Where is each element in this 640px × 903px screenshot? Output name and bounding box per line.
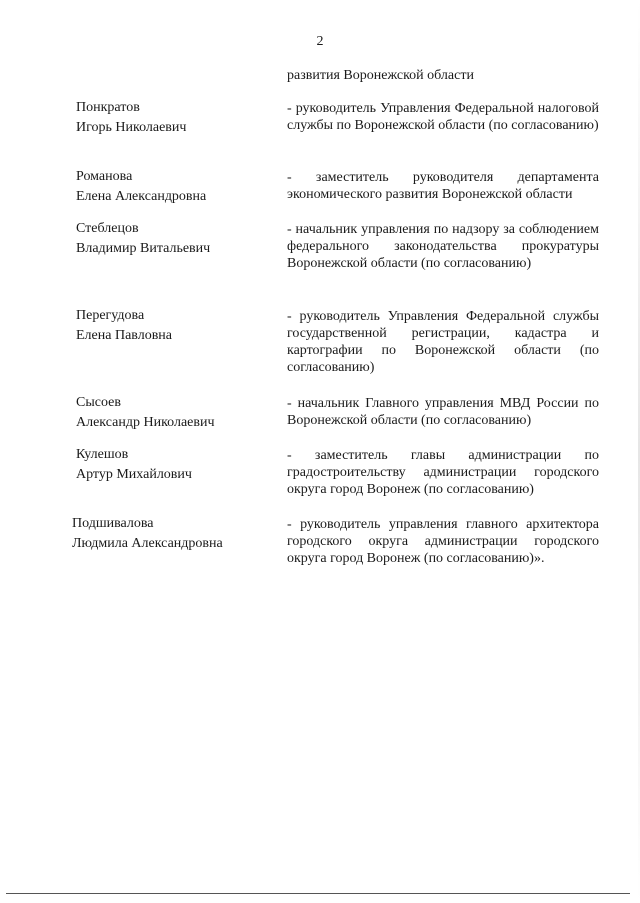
member-surname: Понкратов — [76, 100, 140, 115]
bottom-edge-rule — [6, 893, 630, 894]
member-name — [76, 167, 266, 207]
member-position: - заместитель главы администрации по градостроительству администрации городского округа город Воронеж (по согласованию) — [287, 448, 599, 497]
member-position: - заместитель руководителя департамента экономического развития Воронежской области — [287, 170, 599, 202]
member-name — [76, 393, 266, 433]
member-name — [72, 514, 262, 554]
member-surname: Сысоев — [76, 395, 121, 410]
member-given-names: Елена Александровна — [76, 189, 207, 204]
member-position: - начальник Главного управления МВД России по Воронежской области (по согласованию) — [287, 396, 599, 428]
member-surname: Перегудова — [76, 308, 145, 323]
member-given-names: Людмила Александровна — [72, 536, 223, 551]
member-name — [76, 445, 266, 485]
member-name — [76, 306, 266, 346]
member-given-names: Александр Николаевич — [76, 415, 215, 430]
member-position: - руководитель Управления Федеральной службы государственной регистрации, кадастра и картографии по Воронежской области (по согласованию) — [287, 309, 599, 375]
member-surname: Стеблецов — [76, 221, 139, 236]
member-given-names: Елена Павловна — [76, 328, 173, 343]
continuation-text: развития Воронежской области — [287, 68, 474, 83]
member-name — [76, 98, 266, 138]
page-number: 2 — [316, 34, 324, 49]
member-surname: Кулешов — [76, 447, 129, 462]
member-name — [76, 219, 266, 259]
member-given-names: Артур Михайлович — [76, 467, 192, 482]
member-surname: Романова — [76, 169, 133, 184]
member-position: - руководитель Управления Федеральной налоговой службы по Воронежской области (по согласованию) — [287, 101, 599, 133]
member-surname: Подшивалова — [72, 516, 154, 531]
member-given-names: Владимир Витальевич — [76, 241, 211, 256]
member-position: - начальник управления по надзору за соблюдением федерального законодательства прокуратуры Воронежской области (по согласованию) — [287, 222, 599, 271]
member-position: - руководитель управления главного архитектора городского округа администрации городского округа город Воронеж (по согласованию)». — [287, 517, 599, 566]
member-given-names: Игорь Николаевич — [76, 120, 187, 135]
